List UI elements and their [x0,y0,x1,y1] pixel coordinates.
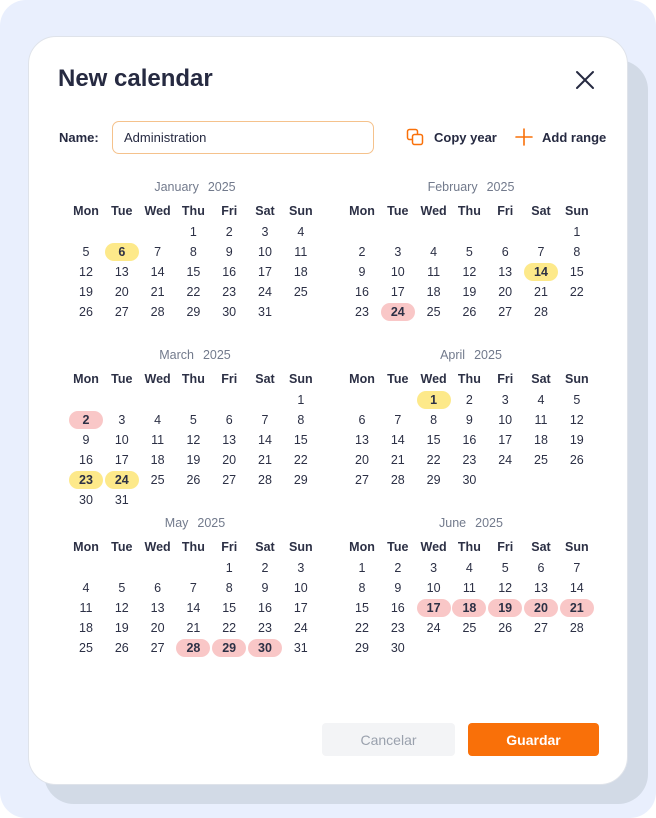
weekday-header: Wed [420,204,447,218]
day-cell[interactable]: 7 [154,245,162,259]
day-cell[interactable]: 10 [293,581,308,595]
day-cell[interactable]: 10 [258,245,272,259]
month-name: January [154,180,199,194]
day-cell[interactable]: 17 [258,265,272,279]
day-cell[interactable]: 2 [394,561,402,575]
day-cell[interactable]: 25 [150,473,165,487]
day-cell[interactable]: 29 [293,473,308,487]
day-cell[interactable]: 24 [498,453,513,467]
day-cell[interactable]: 20 [498,285,513,299]
day-cell[interactable]: 18 [534,433,548,447]
day-cell[interactable]: 27 [355,473,369,487]
month-year: 2025 [207,180,236,194]
day-cell[interactable]: 1 [573,225,581,239]
day-cell[interactable]: 25 [293,285,308,299]
day-cell[interactable]: 20 [524,599,558,617]
day-cell[interactable]: 14 [150,265,165,279]
day-cell[interactable]: 29 [212,639,246,657]
weekday-header: Fri [497,204,514,218]
day-cell[interactable]: 9 [394,581,402,595]
day-cell[interactable]: 4 [537,393,545,407]
day-cell[interactable]: 3 [501,393,509,407]
day-cell[interactable]: 30 [462,473,477,487]
day-cell[interactable]: 20 [114,285,129,299]
day-cell[interactable]: 7 [394,413,402,427]
month-name: February [427,180,478,194]
day-cell[interactable]: 13 [355,433,369,447]
day-cell[interactable]: 28 [534,305,548,319]
day-cell[interactable]: 7 [573,561,581,575]
day-cell[interactable]: 24 [381,303,415,321]
weekday-header: Fri [497,540,514,554]
day-cell[interactable]: 17 [498,433,513,447]
close-button[interactable] [574,69,596,91]
weekday-header: Thu [181,204,205,218]
day-cell[interactable]: 26 [114,641,129,655]
month-1 [342,180,600,320]
day-cell[interactable]: 1 [417,391,451,409]
day-cell[interactable]: 24 [293,621,308,635]
month-0 [66,180,324,320]
weekday-header: Mon [349,540,375,554]
day-cell[interactable]: 31 [258,305,272,319]
weekday-header: Tue [111,540,133,554]
weekday-header: Thu [457,372,481,386]
day-cell[interactable]: 12 [114,601,129,615]
month-title [66,516,324,530]
day-cell[interactable]: 7 [537,245,545,259]
month-title [66,348,324,362]
day-cell[interactable]: 20 [355,453,369,467]
name-label: Name: [59,130,99,145]
day-cell[interactable]: 4 [154,413,162,427]
month-year: 2025 [475,516,503,530]
day-cell[interactable]: 19 [462,285,477,299]
month-4 [66,516,324,656]
weekday-header: Wed [144,204,171,218]
day-cell[interactable]: 23 [222,285,237,299]
day-cell[interactable]: 13 [150,601,165,615]
day-cell[interactable]: 2 [358,245,366,259]
weekday-header: Wed [420,372,447,386]
weekday-header: Tue [387,540,409,554]
day-cell[interactable]: 15 [293,433,308,447]
day-cell[interactable]: 8 [430,413,438,427]
day-cell[interactable]: 1 [297,393,305,407]
weekday-header: Fri [221,540,238,554]
month-title [342,348,600,362]
day-cell[interactable]: 1 [358,561,366,575]
day-cell[interactable]: 16 [355,285,369,299]
day-cell[interactable]: 6 [501,245,509,259]
day-cell[interactable]: 15 [186,265,201,279]
day-cell[interactable]: 14 [524,263,558,281]
month-year: 2025 [202,348,231,362]
day-cell[interactable]: 11 [151,433,165,447]
day-cell[interactable]: 6 [358,413,366,427]
day-cell[interactable]: 6 [225,413,233,427]
day-cell[interactable]: 10 [114,433,129,447]
day-cell[interactable]: 21 [560,599,594,617]
day-cell[interactable]: 6 [154,581,162,595]
day-cell[interactable]: 26 [569,453,584,467]
day-cell[interactable]: 26 [498,621,513,635]
day-cell[interactable]: 21 [150,285,165,299]
weekday-header: Sat [531,372,551,386]
day-cell[interactable]: 31 [114,493,129,507]
dialog-title: New calendar [58,65,213,92]
day-cell[interactable]: 23 [390,621,405,635]
weekday-header: Sat [531,204,551,218]
weekday-header: Mon [73,204,99,218]
day-cell[interactable]: 16 [79,453,93,467]
day-cell[interactable]: 15 [426,433,441,447]
day-cell[interactable]: 11 [79,601,93,615]
day-cell[interactable]: 28 [150,305,165,319]
day-cell[interactable]: 23 [258,621,272,635]
day-cell[interactable]: 16 [258,601,272,615]
day-cell[interactable]: 11 [462,581,476,595]
weekday-header: Sun [564,372,589,386]
day-cell[interactable]: 27 [114,305,129,319]
day-cell[interactable]: 26 [186,473,201,487]
day-cell[interactable]: 19 [569,433,584,447]
add-range-label: Add range [542,129,607,145]
month-name: May [164,516,189,530]
month-title [66,180,324,194]
day-cell[interactable]: 4 [465,561,473,575]
day-cell[interactable]: 13 [534,581,548,595]
weekday-header: Fri [221,204,238,218]
day-cell[interactable]: 19 [186,453,201,467]
day-cell[interactable]: 24 [258,285,272,299]
copy-year-button[interactable] [406,128,497,147]
day-cell[interactable]: 10 [498,413,513,427]
day-cell[interactable]: 26 [79,305,93,319]
day-cell[interactable]: 3 [118,413,126,427]
day-cell[interactable]: 22 [426,453,441,467]
day-cell[interactable]: 22 [293,453,308,467]
day-cell[interactable]: 3 [394,245,402,259]
name-input[interactable] [112,121,374,154]
day-cell[interactable]: 24 [426,621,441,635]
day-cell[interactable]: 18 [426,285,441,299]
weekday-header: Sun [564,204,589,218]
day-cell[interactable]: 28 [258,473,272,487]
day-cell[interactable]: 5 [189,413,197,427]
weekday-header: Sat [531,540,551,554]
day-cell[interactable]: 4 [297,225,305,239]
copy-icon [406,128,425,147]
day-cell[interactable]: 13 [498,265,513,279]
day-cell[interactable]: 2 [465,393,473,407]
day-cell[interactable]: 12 [79,265,93,279]
weekday-header: Wed [144,372,171,386]
day-cell[interactable]: 31 [293,641,308,655]
day-cell[interactable]: 21 [390,453,405,467]
day-cell[interactable]: 2 [69,411,103,429]
day-cell[interactable]: 26 [462,305,477,319]
month-title [342,516,600,530]
day-cell[interactable]: 25 [79,641,93,655]
day-cell[interactable]: 10 [426,581,441,595]
day-cell[interactable]: 8 [573,245,581,259]
month-2 [66,348,324,507]
weekday-header: Thu [181,540,205,554]
day-cell[interactable]: 30 [222,305,237,319]
day-cell[interactable]: 7 [189,581,197,595]
day-cell[interactable]: 17 [293,601,308,615]
day-cell[interactable]: 11 [534,413,548,427]
day-cell[interactable]: 19 [79,285,93,299]
day-cell[interactable]: 8 [297,413,305,427]
day-cell[interactable]: 16 [222,265,237,279]
month-5 [342,516,600,656]
day-cell[interactable]: 11 [294,245,308,259]
weekday-header: Mon [349,204,375,218]
day-cell[interactable]: 13 [114,265,129,279]
day-cell[interactable]: 21 [258,453,272,467]
day-cell[interactable]: 15 [355,601,369,615]
month-year: 2025 [197,516,226,530]
weekday-header: Sun [288,204,313,218]
day-cell[interactable]: 5 [118,581,126,595]
day-cell[interactable]: 5 [82,245,90,259]
day-cell[interactable]: 5 [573,393,581,407]
weekday-header: Mon [349,372,375,386]
day-cell[interactable]: 9 [465,413,473,427]
weekday-header: Sat [255,372,275,386]
day-cell[interactable]: 12 [186,433,201,447]
weekday-header: Tue [111,372,133,386]
day-cell[interactable]: 29 [355,641,369,655]
day-cell[interactable]: 23 [462,453,477,467]
day-cell[interactable]: 19 [114,621,129,635]
day-cell[interactable]: 14 [569,581,584,595]
day-cell[interactable]: 30 [248,639,282,657]
month-name: June [439,516,467,530]
day-cell[interactable]: 15 [569,265,584,279]
weekday-header: Sun [288,540,313,554]
month-name: March [159,348,194,362]
weekday-header: Thu [181,372,205,386]
day-cell[interactable]: 10 [390,265,405,279]
day-cell[interactable]: 22 [355,621,369,635]
day-cell[interactable]: 21 [186,621,201,635]
day-cell[interactable]: 22 [569,285,584,299]
weekday-header: Tue [387,372,409,386]
day-cell[interactable]: 23 [355,305,369,319]
day-cell[interactable]: 27 [498,305,513,319]
day-cell[interactable]: 12 [462,265,477,279]
month-year: 2025 [474,348,502,362]
weekday-header: Wed [144,540,171,554]
day-cell[interactable]: 17 [114,453,129,467]
day-cell[interactable]: 1 [189,225,197,239]
add-range-button[interactable] [515,128,606,146]
day-cell[interactable]: 14 [258,433,272,447]
day-cell[interactable]: 5 [465,245,473,259]
day-cell[interactable]: 15 [222,601,237,615]
day-cell[interactable]: 22 [186,285,201,299]
weekday-header: Mon [73,372,99,386]
day-cell[interactable]: 25 [462,621,477,635]
save-button[interactable]: Guardar [468,723,599,756]
cancel-button[interactable]: Cancelar [322,723,455,756]
weekday-header: Sun [564,540,589,554]
weekday-header: Tue [111,204,133,218]
weekday-header: Thu [457,540,481,554]
day-cell[interactable]: 17 [390,285,405,299]
day-cell[interactable]: 20 [222,453,237,467]
weekday-header: Sun [288,372,313,386]
day-cell[interactable]: 2 [261,561,269,575]
day-cell[interactable]: 18 [293,265,308,279]
day-cell[interactable]: 22 [222,621,237,635]
weekday-header: Fri [221,372,238,386]
day-cell[interactable]: 8 [225,581,233,595]
day-cell[interactable]: 17 [417,599,451,617]
day-cell[interactable]: 11 [427,265,441,279]
close-icon [574,69,596,91]
day-cell[interactable]: 9 [82,433,90,447]
day-cell[interactable]: 28 [176,639,210,657]
day-cell[interactable]: 13 [222,433,237,447]
day-cell[interactable]: 28 [390,473,405,487]
month-year: 2025 [486,180,515,194]
month-3 [342,348,600,488]
day-cell[interactable]: 8 [358,581,366,595]
day-cell[interactable]: 30 [79,493,93,507]
day-cell[interactable]: 7 [261,413,269,427]
day-cell[interactable]: 6 [537,561,545,575]
day-cell[interactable]: 24 [105,471,139,489]
day-cell[interactable]: 3 [430,561,438,575]
day-cell[interactable]: 18 [150,453,165,467]
new-calendar-dialog [28,36,628,785]
day-cell[interactable]: 4 [82,581,90,595]
day-cell[interactable]: 21 [534,285,548,299]
day-cell[interactable]: 3 [297,561,305,575]
day-cell[interactable]: 27 [222,473,237,487]
weekday-header: Sat [255,204,275,218]
day-cell[interactable]: 6 [105,243,139,261]
day-cell[interactable]: 29 [186,305,201,319]
weekday-header: Wed [420,540,447,554]
day-cell[interactable]: 27 [534,621,548,635]
day-cell[interactable]: 19 [488,599,522,617]
day-cell[interactable]: 18 [79,621,93,635]
copy-year-label: Copy year [434,130,497,145]
weekday-header: Mon [73,540,99,554]
day-cell[interactable]: 29 [426,473,441,487]
day-cell[interactable]: 4 [430,245,438,259]
weekday-header: Thu [457,204,481,218]
month-title [342,180,600,194]
day-cell[interactable]: 20 [150,621,165,635]
day-cell[interactable]: 30 [390,641,405,655]
day-cell[interactable]: 25 [534,453,548,467]
day-cell[interactable]: 1 [225,561,233,575]
day-cell[interactable]: 23 [69,471,103,489]
plus-icon [515,128,533,146]
day-cell[interactable]: 9 [261,581,269,595]
day-cell[interactable]: 14 [390,433,405,447]
day-cell[interactable]: 3 [261,225,269,239]
day-cell[interactable]: 18 [452,599,486,617]
weekday-header: Sat [255,540,275,554]
day-cell[interactable]: 12 [569,413,584,427]
weekday-header: Fri [497,372,514,386]
day-cell[interactable]: 5 [501,561,509,575]
weekday-header: Tue [387,204,409,218]
day-cell[interactable]: 8 [189,245,197,259]
day-cell[interactable]: 27 [150,641,165,655]
day-cell[interactable]: 9 [225,245,233,259]
day-cell[interactable]: 9 [358,265,366,279]
day-cell[interactable]: 25 [426,305,441,319]
day-cell[interactable]: 2 [225,225,233,239]
day-cell[interactable]: 12 [498,581,513,595]
month-name: April [440,348,466,362]
day-cell[interactable]: 14 [186,601,201,615]
day-cell[interactable]: 16 [390,601,405,615]
day-cell[interactable]: 28 [569,621,584,635]
day-cell[interactable]: 16 [462,433,477,447]
